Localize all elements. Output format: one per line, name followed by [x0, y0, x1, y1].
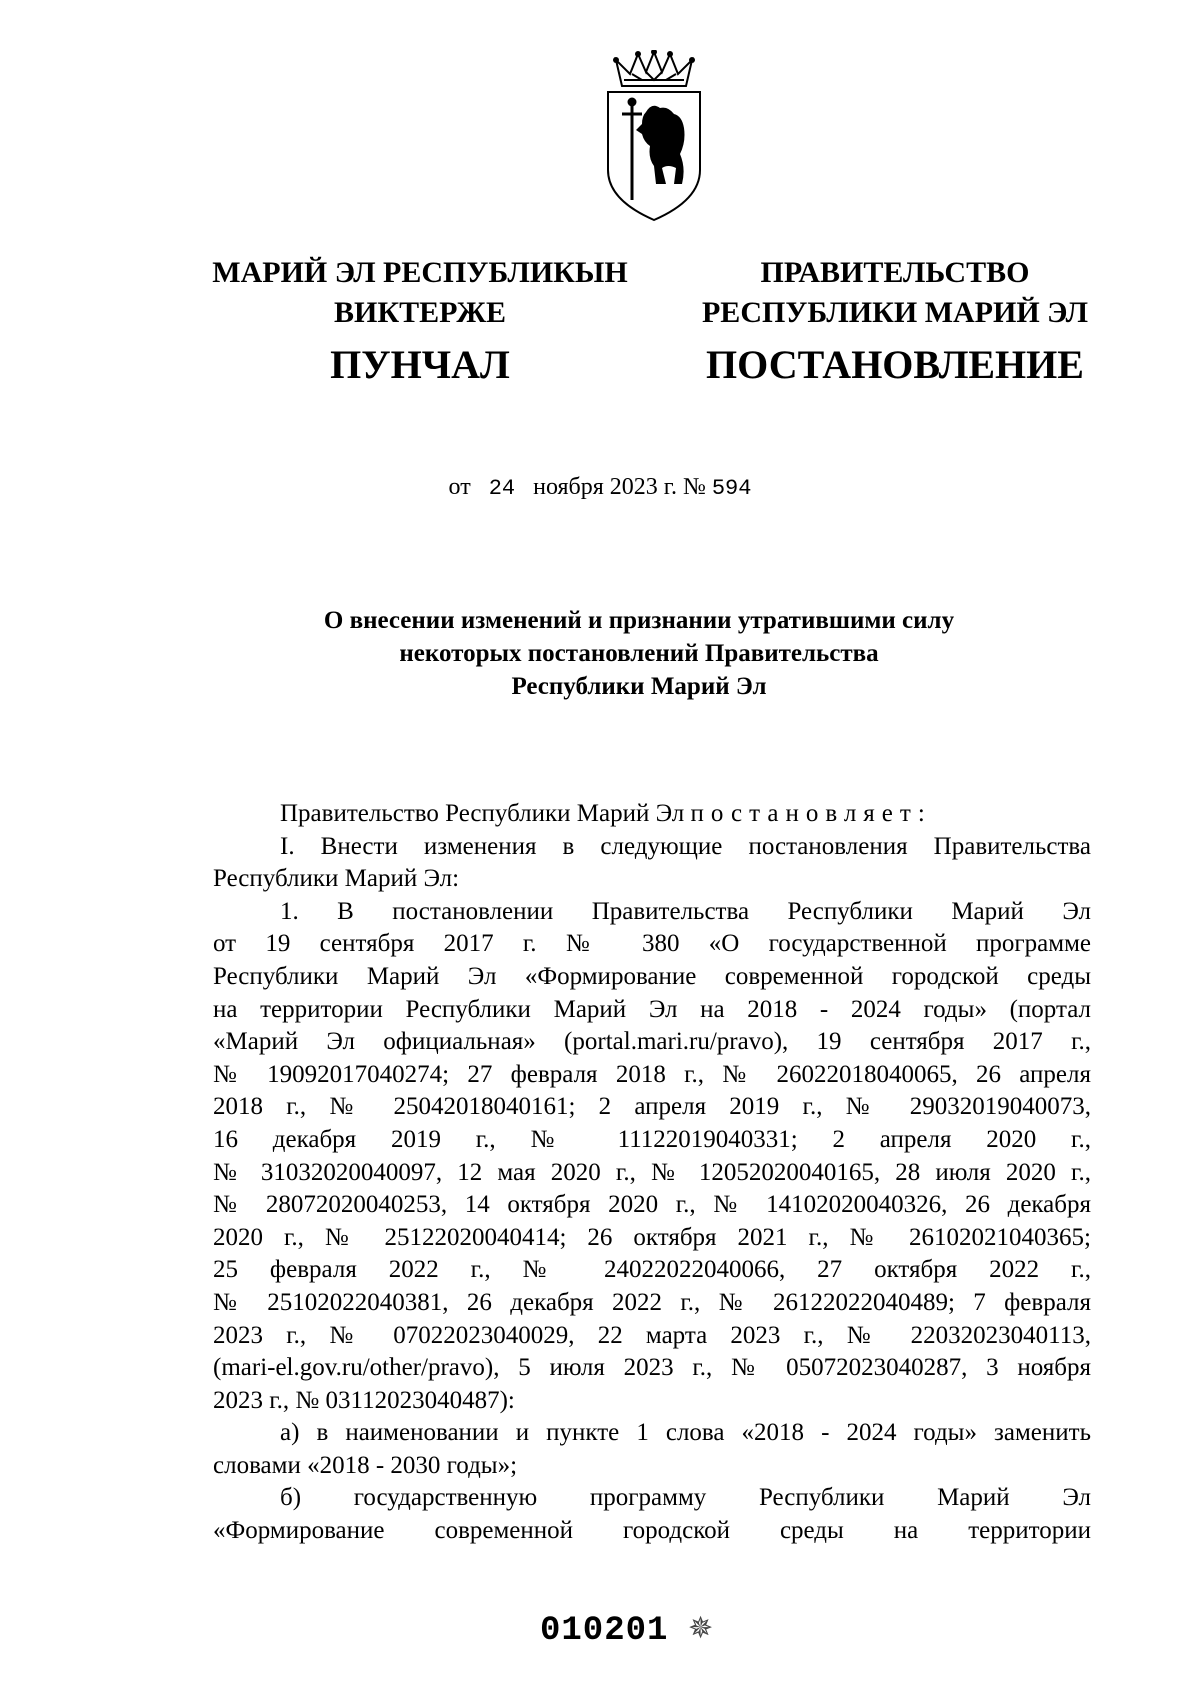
header-right-doc-type: ПОСТАНОВЛЕНИЕ — [706, 342, 1084, 387]
title-line: О внесении изменений и признании утратившими силу — [323, 607, 955, 634]
header-left-line1: МАРИЙ ЭЛ РЕСПУБЛИКЫН — [212, 256, 628, 289]
form-serial-number: 010201 — [540, 1612, 669, 1650]
date-prefix: от — [448, 474, 471, 500]
body-line: Республики Марий Эл: — [213, 865, 460, 893]
document-date-line — [0, 474, 1200, 501]
body-line: от 19 сентября 2017 г. № 380 «О государственной программе — [213, 930, 1091, 958]
body-intro — [213, 798, 1091, 831]
body-line: а) в наименовании и пункте 1 слова «2018 - 2024 годы» заменить — [280, 1419, 1091, 1447]
body-line: № 31032020040097, 12 мая 2020 г., № 12052020040165, 28 июля 2020 г., — [213, 1158, 1091, 1186]
body-line: 2023 г., № 07022023040029, 22 марта 2023 г., № 22032023040113, — [213, 1321, 1091, 1349]
body-line: 2023 г., № 03112023040487): — [213, 1386, 515, 1414]
body-line: «Марий Эл официальная» (portal.mari.ru/pravo), 19 сентября 2017 г., — [213, 1028, 1091, 1056]
body-line: 25 февраля 2022 г., № 24022022040066, 27 октября 2022 г., — [213, 1256, 1091, 1284]
body-line: № 25102022040381, 26 декабря 2022 г., № 26122022040489; 7 февраля — [213, 1288, 1091, 1316]
body-line: 2018 г., № 25042018040161; 2 апреля 2019 г., № 29032019040073, — [213, 1093, 1091, 1121]
body-line: на территории Республики Марий Эл на 2018 - 2024 годы» (портал — [213, 995, 1091, 1023]
document-number: 594 — [711, 476, 752, 501]
body-line: Республики Марий Эл «Формирование современной городской среды — [213, 962, 1091, 990]
body-line: I. Внести изменения в следующие постановления Правительства — [280, 832, 1091, 860]
body-line: № 28072020040253, 14 октября 2020 г., № 14102020040326, 26 декабря — [213, 1191, 1091, 1219]
body-intro-text: Правительство Республики Марий Эл — [280, 800, 685, 827]
date-day: 24 — [488, 476, 516, 501]
document-body — [213, 798, 1091, 1548]
asterisk-mark-icon: ✵ — [688, 1612, 714, 1645]
header-right-line2: РЕСПУБЛИКИ МАРИЙ ЭЛ — [701, 296, 1088, 329]
body-line: 16 декабря 2019 г., № 11122019040331; 2 апреля 2020 г., — [213, 1125, 1091, 1153]
date-month-year: ноября 2023 г. № — [533, 474, 706, 500]
header-left-doc-type: ПУНЧАЛ — [330, 342, 510, 387]
document-title — [200, 604, 1078, 703]
body-line: 1. В постановлении Правительства Республики Марий Эл — [280, 897, 1091, 925]
title-line: Республики Марий Эл — [511, 673, 767, 700]
body-line: словами «2018 - 2030 годы»; — [213, 1451, 518, 1479]
body-line: (mari-el.gov.ru/other/pravo), 5 июля 2023 г., № 05072023040287, 3 ноября — [213, 1354, 1091, 1382]
header-left-line2: ВИКТЕРЖЕ — [333, 296, 507, 329]
body-line: б) государственную программу Республики Марий Эл — [280, 1484, 1091, 1512]
body-intro-verb: постановляет: — [690, 800, 932, 827]
header-right-line1: ПРАВИТЕЛЬСТВО — [760, 256, 1030, 289]
body-line: «Формирование современной городской среды на территории — [213, 1517, 1091, 1545]
title-line: некоторых постановлений Правительства — [399, 640, 879, 667]
coat-of-arms-emblem — [602, 50, 706, 226]
body-line: 2020 г., № 25122020040414; 26 октября 2021 г., № 26102021040365; — [213, 1223, 1091, 1251]
body-line: № 19092017040274; 27 февраля 2018 г., № 26022018040065, 26 апреля — [213, 1060, 1091, 1088]
